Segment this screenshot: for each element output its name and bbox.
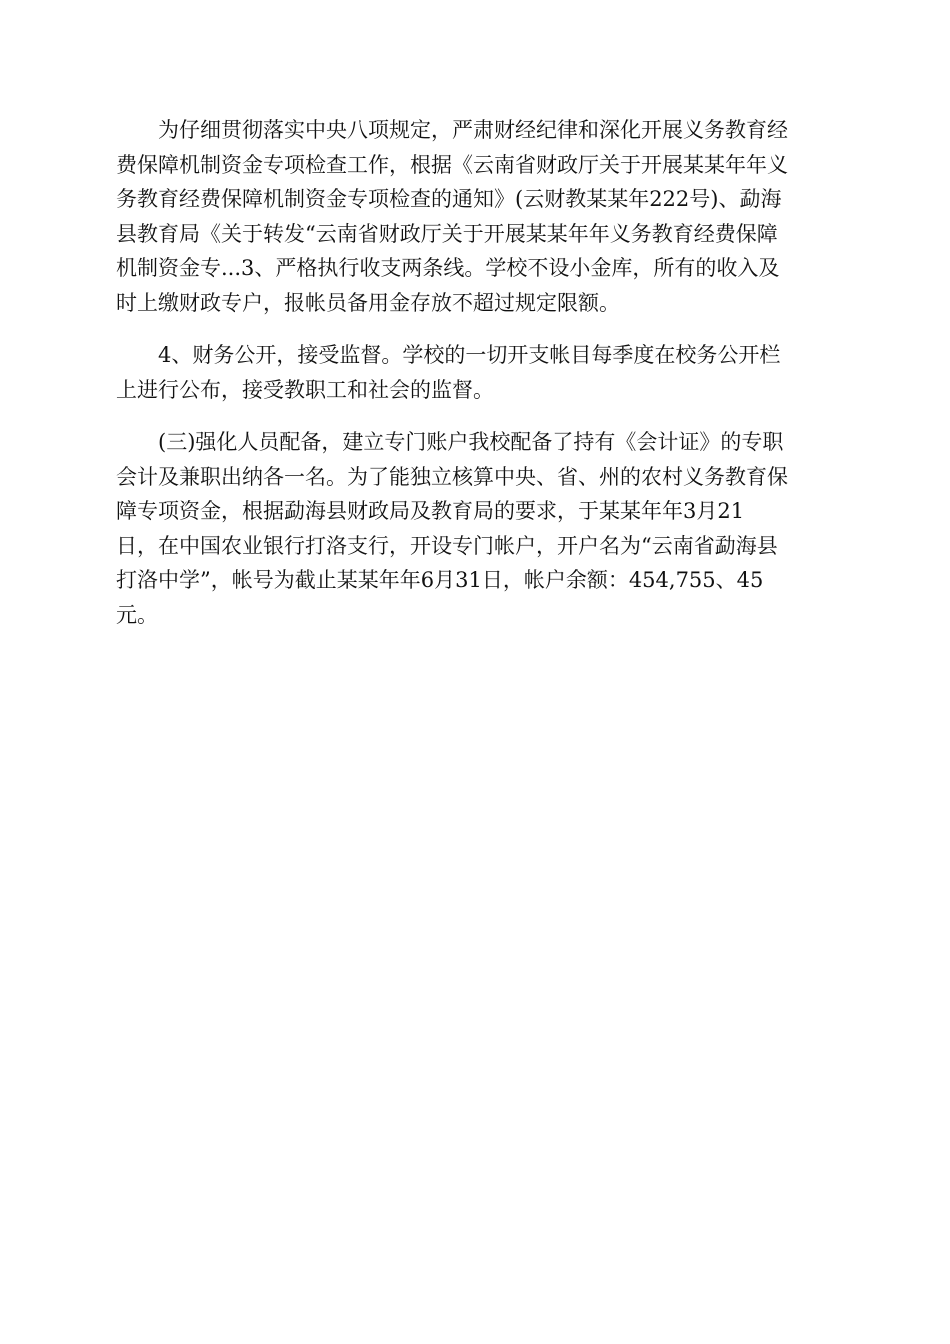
paragraph-line: 元。: [116, 602, 158, 627]
paragraph-line: 障专项资金，根据勐海县财政局及教育局的要求，于某某年年3月21: [116, 499, 745, 523]
paragraph-1: [116, 113, 834, 320]
paragraph-line: 会计及兼职出纳各一名。为了能独立核算中央、省、州的农村义务教育保: [116, 464, 788, 489]
paragraph-line: 4、财务公开，接受监督。学校的一切开支帐目每季度在校务公开栏: [158, 343, 781, 367]
paragraph-3: [116, 425, 834, 632]
paragraph-line: 务教育经费保障机制资金专项检查的通知》(云财教某某年222号)、勐海: [116, 187, 782, 211]
document-body: [116, 113, 834, 650]
paragraph-line: 为仔细贯彻落实中央八项规定，严肃财经纪律和深化开展义务教育经: [158, 118, 788, 142]
paragraph-line: 时上缴财政专户，报帐员备用金存放不超过规定限额。: [116, 290, 620, 315]
paragraph-2: [116, 338, 834, 407]
paragraph-line: (三)强化人员配备，建立专门账户我校配备了持有《会计证》的专职: [158, 430, 784, 454]
paragraph-line: 机制资金专...3、严格执行收支两条线。学校不设小金库，所有的收入及: [116, 256, 780, 280]
paragraph-line: 日，在中国农业银行打洛支行，开设专门帐户，开户名为“云南省勐海县: [116, 533, 778, 558]
paragraph-line: 县教育局《关于转发“云南省财政厅关于开展某某年年义务教育经费保障: [116, 221, 778, 246]
paragraph-line: 打洛中学”，帐号为截止某某年年6月31日，帐户余额：454,755、45: [116, 568, 764, 592]
paragraph-line: 费保障机制资金专项检查工作，根据《云南省财政厅关于开展某某年年义: [116, 152, 788, 177]
paragraph-line: 上进行公布，接受教职工和社会的监督。: [116, 377, 494, 402]
